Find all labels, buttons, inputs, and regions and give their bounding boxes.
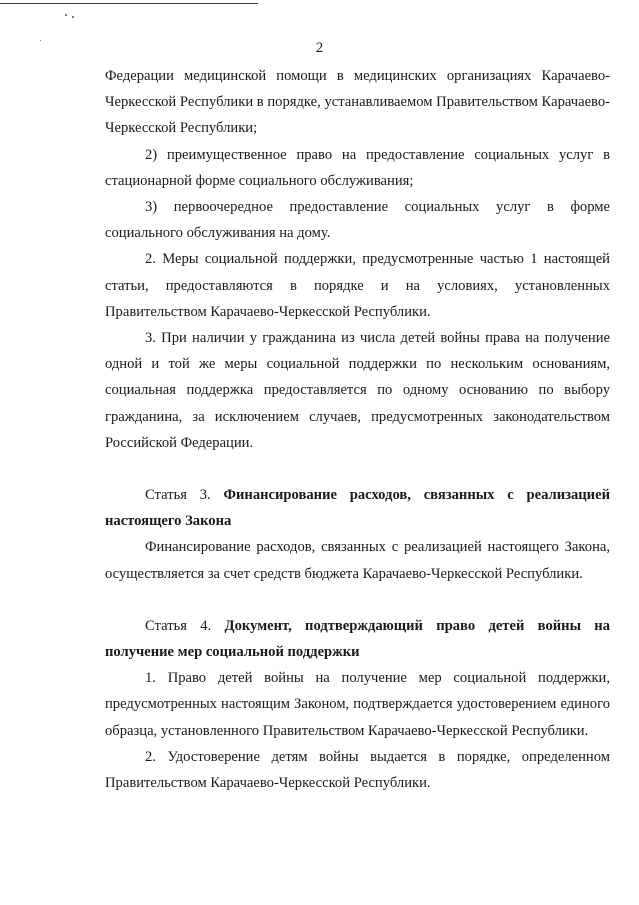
article-heading [105, 613, 610, 665]
scan-speck [65, 14, 67, 16]
article-title: Финансирование расходов, связанных с реализацией настоящего Закона [105, 487, 610, 530]
top-edge-rule [0, 3, 258, 4]
article-label: Статья 3. [145, 487, 211, 504]
article-label: Статья 4. [145, 617, 212, 634]
paragraph: 1. Право детей войны на получение мер социальной поддержки, предусмотренных настоящим Законом, подтверждается удостоверением единого образца, установленного Правительством Карачаево-Черкесской Республики. [105, 670, 610, 739]
scan-speck [72, 16, 74, 18]
paragraph: 2. Удостоверение детям войны выдается в порядке, определенном Правительством Карачаево-Черкесской Республики. [105, 748, 610, 792]
section-spacer [105, 587, 610, 613]
paragraph: 3. При наличии у гражданина из числа детей войны права на получение одной и той же меры социальной поддержки по нескольким основаниям, социальная поддержка предоставляется по одному основанию по выбору гражданина, за исключением случаев, предусмотренных законодательством Российской Федерации. [105, 330, 610, 451]
paragraph: 2) преимущественное право на предоставление социальных услуг в стационарной форме социального обслуживания; [105, 146, 610, 189]
paragraph: 3) первоочередное предоставление социальных услуг в форме социального обслуживания на дому. [105, 199, 610, 242]
paragraph: Финансирование расходов, связанных с реализацией настоящего Закона, осуществляется за счет средств бюджета Карачаево-Черкесской Республики. [105, 539, 610, 582]
paragraph: 2. Меры социальной поддержки, предусмотренные частью 1 настоящей статьи, предоставляются в порядке и на условиях, установленных Правительством Карачаево-Черкесской Республики. [105, 251, 610, 320]
page-number: 2 [315, 40, 324, 56]
article-title: Документ, подтверждающий право детей войны на получение мер социальной поддержки [105, 617, 610, 661]
document-body [105, 63, 610, 796]
article-heading [105, 482, 610, 534]
paragraph: Федерации медицинской помощи в медицинских организациях Карачаево-Черкесской Республики в порядке, устанавливаемом Правительством Карачаево-Черкесской Республики; [105, 68, 610, 137]
section-spacer [105, 456, 610, 482]
